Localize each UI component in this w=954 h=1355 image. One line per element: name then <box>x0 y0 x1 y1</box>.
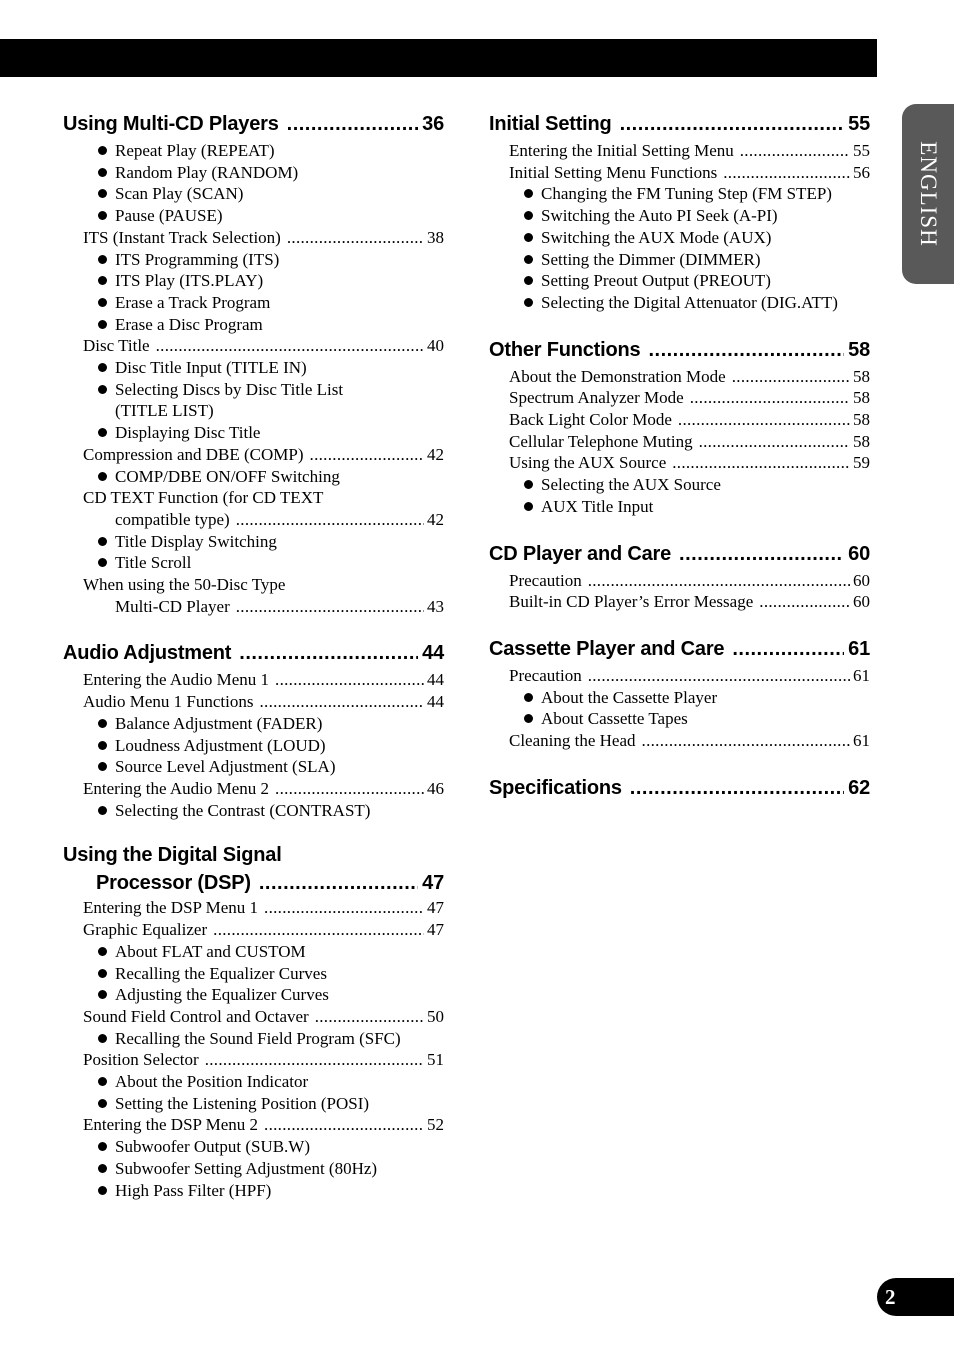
toc-bullet[interactable]: About FLAT and CUSTOM <box>63 941 444 963</box>
toc-bullet[interactable]: About Cassette Tapes <box>489 708 870 730</box>
toc-heading[interactable]: Using Multi-CD Players ..... 36 <box>63 108 444 140</box>
bullet-icon <box>524 298 533 307</box>
toc-bullet[interactable]: ITS Programming (ITS) <box>63 249 444 271</box>
toc-entry[interactable]: Cellular Telephone Muting ..... 58 <box>489 431 870 453</box>
toc-bullet[interactable]: About the Position Indicator <box>63 1071 444 1093</box>
toc-section-multicd <box>63 108 444 617</box>
toc-entry[interactable]: Disc Title ..... 40 <box>63 335 444 357</box>
toc-bullet[interactable]: Disc Title Input (TITLE IN) <box>63 357 444 379</box>
bullet-icon <box>524 255 533 264</box>
toc-entry[interactable]: Using the AUX Source ..... 59 <box>489 452 870 474</box>
toc-entry[interactable]: Precaution ..... 61 <box>489 665 870 687</box>
language-tab <box>902 104 954 284</box>
toc-entry-continuation[interactable]: Multi-CD Player ..... 43 <box>63 596 444 618</box>
bullet-icon <box>524 502 533 511</box>
toc-entry[interactable]: Entering the Audio Menu 2 ..... 46 <box>63 778 444 800</box>
toc-bullet[interactable]: Source Level Adjustment (SLA) <box>63 756 444 778</box>
toc-entry[interactable]: Graphic Equalizer ..... 47 <box>63 919 444 941</box>
toc-bullet[interactable]: Pause (PAUSE) <box>63 205 444 227</box>
bullet-icon <box>98 762 107 771</box>
toc-bullet[interactable]: Subwoofer Output (SUB.W) <box>63 1136 444 1158</box>
toc-entry[interactable]: Audio Menu 1 Functions ..... 44 <box>63 691 444 713</box>
toc-entry[interactable]: ITS (Instant Track Selection) ..... 38 <box>63 227 444 249</box>
toc-entry[interactable]: When using the 50-Disc Type <box>83 575 286 595</box>
toc-bullet[interactable]: Displaying Disc Title <box>63 422 444 444</box>
toc-bullet[interactable]: Selecting the AUX Source <box>489 474 870 496</box>
toc-bullet[interactable]: High Pass Filter (HPF) <box>63 1180 444 1202</box>
toc-bullet[interactable]: Changing the FM Tuning Step (FM STEP) <box>489 183 870 205</box>
toc-bullet[interactable]: Random Play (RANDOM) <box>63 162 444 184</box>
toc-bullet[interactable]: Loudness Adjustment (LOUD) <box>63 735 444 757</box>
toc-bullet[interactable]: Erase a Track Program <box>63 292 444 314</box>
bullet-icon <box>98 276 107 285</box>
bullet-icon <box>98 806 107 815</box>
toc-section-specs <box>489 772 870 804</box>
bullet-icon <box>524 276 533 285</box>
toc-bullet[interactable]: Switching the AUX Mode (AUX) <box>489 227 870 249</box>
bullet-icon <box>98 363 107 372</box>
bullet-icon <box>98 298 107 307</box>
toc-bullet[interactable]: About the Cassette Player <box>489 687 870 709</box>
bullet-icon <box>98 990 107 999</box>
toc-entry[interactable]: Compression and DBE (COMP) ..... 42 <box>63 444 444 466</box>
toc-bullet[interactable]: Recalling the Equalizer Curves <box>63 963 444 985</box>
bullet-icon <box>98 168 107 177</box>
toc-bullet[interactable]: ITS Play (ITS.PLAY) <box>63 270 444 292</box>
bullet-icon <box>524 189 533 198</box>
bullet-icon <box>98 1034 107 1043</box>
toc-heading[interactable]: CD Player and Care ..... 60 <box>489 538 870 570</box>
toc-entry[interactable]: Entering the Initial Setting Menu ..... 55 <box>489 140 870 162</box>
toc-bullet[interactable]: Setting Preout Output (PREOUT) <box>489 270 870 292</box>
toc-bullet[interactable]: COMP/DBE ON/OFF Switching <box>63 466 444 488</box>
toc-bullet[interactable]: Adjusting the Equalizer Curves <box>63 984 444 1006</box>
toc-bullet[interactable]: Balance Adjustment (FADER) <box>63 713 444 735</box>
toc-bullet[interactable]: Switching the Auto PI Seek (A-PI) <box>489 205 870 227</box>
toc-heading[interactable]: Initial Setting ..... 55 <box>489 108 870 140</box>
page-number: 2 <box>877 1278 954 1316</box>
toc-entry[interactable]: Back Light Color Mode ..... 58 <box>489 409 870 431</box>
toc-entry[interactable]: Entering the DSP Menu 2 ..... 52 <box>63 1114 444 1136</box>
toc-entry[interactable]: Built-in CD Player’s Error Message ..... 60 <box>489 591 870 613</box>
bullet-icon <box>98 969 107 978</box>
language-tab-label: ENGLISH <box>916 141 941 247</box>
toc-heading[interactable]: Audio Adjustment ..... 44 <box>63 637 444 669</box>
toc-bullet[interactable]: Selecting Discs by Disc Title List <box>63 379 444 401</box>
toc-section-cassette <box>489 633 870 752</box>
bullet-icon <box>524 480 533 489</box>
toc-bullet[interactable]: Selecting the Digital Attenuator (DIG.ATT) <box>489 292 870 314</box>
toc-bullet[interactable]: Recalling the Sound Field Program (SFC) <box>63 1028 444 1050</box>
top-header-bar <box>0 39 877 77</box>
toc-bullet-continuation[interactable]: (TITLE LIST) <box>115 401 214 421</box>
bullet-icon <box>98 211 107 220</box>
toc-heading[interactable]: Specifications ..... 62 <box>489 772 870 804</box>
bullet-icon <box>524 211 533 220</box>
toc-bullet[interactable]: AUX Title Input <box>489 496 870 518</box>
toc-entry[interactable]: About the Demonstration Mode ..... 58 <box>489 366 870 388</box>
bullet-icon <box>98 537 107 546</box>
bullet-icon <box>98 255 107 264</box>
toc-bullet[interactable]: Subwoofer Setting Adjustment (80Hz) <box>63 1158 444 1180</box>
toc-right-column <box>489 108 870 824</box>
toc-heading[interactable]: Processor (DSP) ..... 47 <box>63 869 444 897</box>
bullet-icon <box>98 741 107 750</box>
toc-heading-line[interactable]: Using the Digital Signal <box>63 844 282 867</box>
toc-bullet[interactable]: Setting the Dimmer (DIMMER) <box>489 249 870 271</box>
toc-bullet[interactable]: Title Scroll <box>63 552 444 574</box>
toc-bullet[interactable]: Setting the Listening Position (POSI) <box>63 1093 444 1115</box>
toc-entry[interactable]: Spectrum Analyzer Mode ..... 58 <box>489 387 870 409</box>
toc-entry[interactable]: Sound Field Control and Octaver ..... 50 <box>63 1006 444 1028</box>
bullet-icon <box>98 428 107 437</box>
bullet-icon <box>98 146 107 155</box>
bullet-icon <box>524 693 533 702</box>
toc-bullet[interactable]: Selecting the Contrast (CONTRAST) <box>63 800 444 822</box>
toc-section-cd <box>489 538 870 613</box>
bullet-icon <box>98 472 107 481</box>
toc-section-dsp <box>63 841 444 1201</box>
toc-left-column <box>63 108 444 1221</box>
toc-entry[interactable]: Entering the DSP Menu 1 ..... 47 <box>63 897 444 919</box>
bullet-icon <box>98 947 107 956</box>
bullet-icon <box>98 189 107 198</box>
bullet-icon <box>98 558 107 567</box>
bullet-icon <box>98 1099 107 1108</box>
bullet-icon <box>98 1164 107 1173</box>
toc-entry[interactable]: Entering the Audio Menu 1 ..... 44 <box>63 669 444 691</box>
toc-entry[interactable]: Position Selector ..... 51 <box>63 1049 444 1071</box>
bullet-icon <box>98 320 107 329</box>
toc-entry[interactable]: Precaution ..... 60 <box>489 570 870 592</box>
toc-entry[interactable]: CD TEXT Function (for CD TEXT <box>83 488 324 508</box>
toc-entry[interactable]: Initial Setting Menu Functions ..... 56 <box>489 162 870 184</box>
bullet-icon <box>98 385 107 394</box>
bullet-icon <box>524 233 533 242</box>
bullet-icon <box>98 1077 107 1086</box>
toc-bullet[interactable]: Erase a Disc Program <box>63 314 444 336</box>
toc-section-initial <box>489 108 870 314</box>
bullet-icon <box>98 1186 107 1195</box>
bullet-icon <box>98 1142 107 1151</box>
bullet-icon <box>524 714 533 723</box>
toc-entry-continuation[interactable]: compatible type) ..... 42 <box>63 509 444 531</box>
toc-bullet[interactable]: Scan Play (SCAN) <box>63 183 444 205</box>
toc-section-other <box>489 334 870 518</box>
toc-section-audio <box>63 637 444 821</box>
toc-bullet[interactable]: Repeat Play (REPEAT) <box>63 140 444 162</box>
toc-bullet[interactable]: Title Display Switching <box>63 531 444 553</box>
toc-heading[interactable]: Other Functions ..... 58 <box>489 334 870 366</box>
toc-heading[interactable]: Cassette Player and Care ..... 61 <box>489 633 870 665</box>
toc-entry[interactable]: Cleaning the Head ..... 61 <box>489 730 870 752</box>
bullet-icon <box>98 719 107 728</box>
